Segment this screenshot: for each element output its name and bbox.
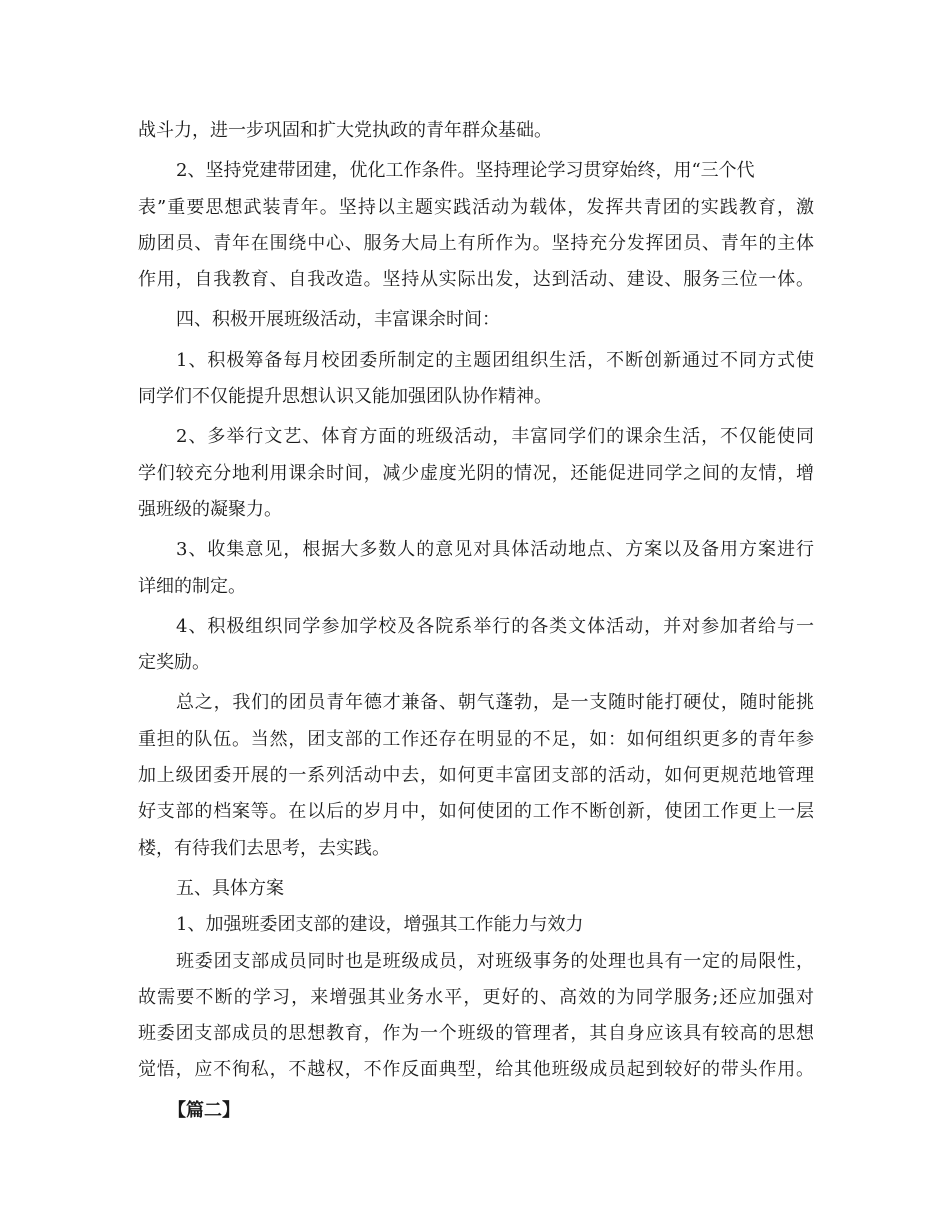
section-title bbox=[138, 302, 814, 338]
paragraph bbox=[138, 532, 814, 605]
text-line: 2、坚持党建带团建，优化工作条件。坚持理论学习贯穿始终，用“三个代 bbox=[176, 160, 755, 182]
text-line: 楼，有待我们去思考，去实践。 bbox=[138, 837, 390, 859]
text-line: 1、积极筹备每月校团委所制定的主题团组织生活，不断创新通过不同方式使 bbox=[176, 349, 814, 371]
text-line: 加上级团委开展的一系列活动中去，如何更丰富团支部的活动，如何更规范地管理 bbox=[138, 765, 814, 787]
document-body bbox=[138, 113, 814, 1129]
text-line: 学们较充分地利用课余时间，减少虚度光阴的情况，还能促进同学之间的友情，增 bbox=[138, 462, 814, 484]
text-line: 四、积极开展班级活动，丰富课余时间： bbox=[176, 309, 500, 331]
text-line: 故需要不断的学习，来增强其业务水平，更好的、高效的为同学服务;还应加强对 bbox=[138, 986, 814, 1008]
text-line: 励团员、青年在围绕中心、服务大局上有所作为。坚持充分发挥团员、青年的主体 bbox=[138, 232, 814, 254]
paragraph bbox=[138, 944, 814, 1089]
paragraph bbox=[138, 153, 814, 298]
text-line: 详细的制定。 bbox=[138, 575, 246, 597]
section-title bbox=[138, 871, 814, 907]
text-line: 定奖励。 bbox=[138, 652, 210, 674]
paragraph bbox=[138, 685, 814, 866]
section-heading bbox=[138, 1093, 814, 1129]
text-line: 五、具体方案 bbox=[176, 877, 284, 899]
text-line: 4、积极组织同学参加学校及各院系举行的各类文体活动，并对参加者给与一 bbox=[176, 615, 814, 637]
text-line: 强班级的凝聚力。 bbox=[138, 498, 282, 520]
section-heading-label: 【篇二】 bbox=[168, 1099, 240, 1121]
text-line: 觉悟，应不徇私，不越权，不作反面典型，给其他班级成员起到较好的带头作用。 bbox=[138, 1059, 814, 1081]
paragraph bbox=[138, 113, 814, 149]
paragraph bbox=[138, 343, 814, 416]
text-line: 班委团支部成员同时也是班级成员，对班级事务的处理也具有一定的局限性， bbox=[176, 950, 814, 972]
text-line: 2、多举行文艺、体育方面的班级活动，丰富同学们的课余生活，不仅能使同 bbox=[176, 426, 814, 448]
text-line: 重担的队伍。当然，团支部的工作还存在明显的不足，如：如何组织更多的青年参 bbox=[138, 728, 814, 750]
text-line: 总之，我们的团员青年德才兼备、朝气蓬勃，是一支随时能打硬仗，随时能挑 bbox=[176, 692, 814, 714]
paragraph bbox=[138, 907, 814, 943]
text-line: 战斗力，进一步巩固和扩大党执政的青年群众基础。 bbox=[138, 120, 552, 141]
paragraph bbox=[138, 609, 814, 682]
text-line: 同学们不仅能提升思想认识又能加强团队协作精神。 bbox=[138, 386, 552, 408]
text-line: 表”重要思想武装青年。坚持以主题实践活动为载体，发挥共青团的实践教育，激 bbox=[138, 196, 814, 218]
text-line: 班委团支部成员的思想教育，作为一个班级的管理者，其自身应该具有较高的思想 bbox=[138, 1023, 814, 1045]
text-line: 3、收集意见，根据大多数人的意见对具体活动地点、方案以及备用方案进行 bbox=[176, 539, 814, 561]
text-line: 好支部的档案等。在以后的岁月中，如何使团的工作不断创新，使团工作更上一层 bbox=[138, 801, 814, 823]
text-line: 1、加强班委团支部的建设，增强其工作能力与效力 bbox=[176, 914, 584, 936]
text-line: 作用，自我教育、自我改造。坚持从实际出发，达到活动、建设、服务三位一体。 bbox=[138, 269, 814, 291]
paragraph bbox=[138, 419, 814, 528]
